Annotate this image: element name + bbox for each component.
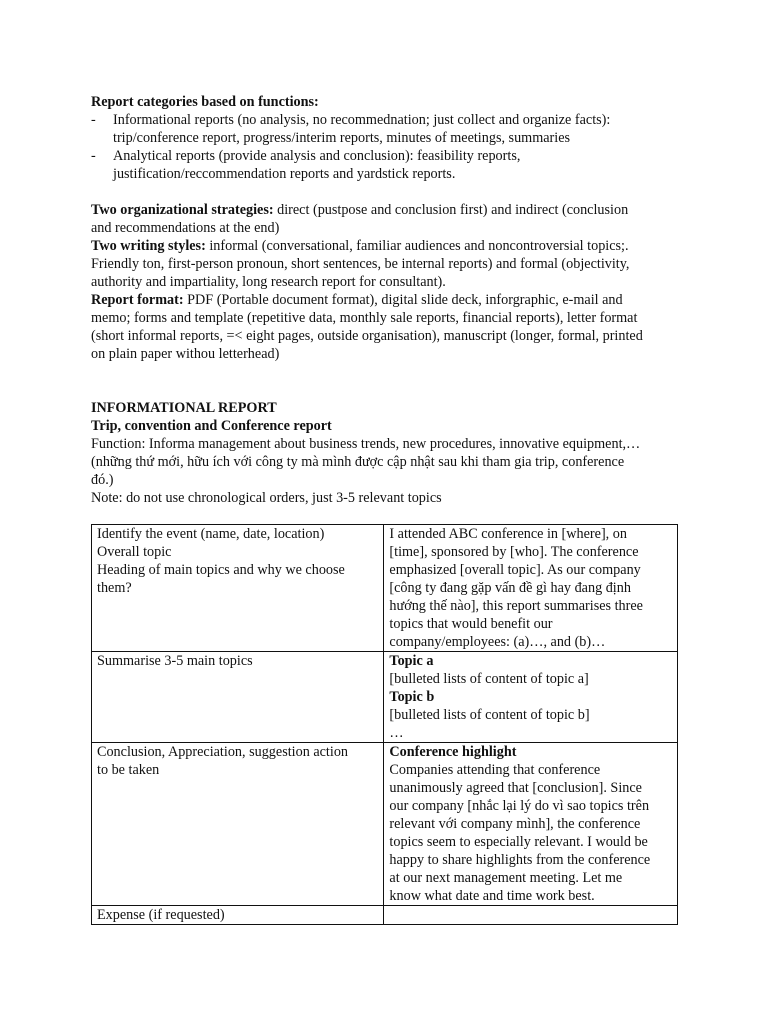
strategies-text: and recommendations at the end) [91, 220, 280, 236]
cell-line: Heading of main topics and why we choose [97, 562, 345, 578]
cell-line: happy to share highlights from the conference [389, 852, 651, 868]
topic-heading: Topic b [389, 689, 435, 705]
list-item [91, 147, 681, 183]
cell-line: relevant với company mình], the conference [389, 816, 641, 832]
table-row [92, 743, 678, 906]
table-cell-right [384, 525, 678, 652]
cell-line: Identify the event (name, date, location) [97, 526, 325, 542]
table-row [92, 652, 678, 743]
table-cell-right [384, 743, 678, 906]
format-text: PDF (Portable document format), digital slide deck, inforgraphic, e-mail and [183, 292, 623, 308]
table-cell-left [92, 652, 384, 743]
function-text: Function: Informa management about business trends, new procedures, innovative equipment,… [91, 436, 641, 452]
cell-line: to be taken [97, 762, 160, 778]
styles-text: Friendly ton, first-person pronoun, short sentences, be internal reports) and formal (objectivity, [91, 256, 630, 272]
format-paragraph [91, 291, 681, 309]
cell-line: Expense (if requested) [97, 907, 225, 923]
list-item-line: - Informational reports (no analysis, no recommednation; just collect and organize facts): [113, 112, 611, 128]
section-title: INFORMATIONAL REPORT [91, 400, 277, 416]
cell-line: … [389, 725, 404, 741]
note-text: Note: do not use chronological orders, just 3-5 relevant topics [91, 490, 442, 506]
cell-line: Summarise 3-5 main topics [97, 653, 253, 669]
cell-line: at our next management meeting. Let me [389, 870, 623, 886]
cell-line: Conclusion, Appreciation, suggestion action [97, 744, 349, 760]
table-cell-left [92, 525, 384, 652]
table-row [92, 525, 678, 652]
section-subtitle: Trip, convention and Conference report [91, 418, 332, 434]
document-body [91, 93, 681, 507]
table-cell-left [92, 906, 384, 925]
cell-line: our company [nhắc lại lý do vì sao topics trên [389, 798, 650, 814]
styles-label: Two writing styles: [91, 238, 206, 254]
list-item [91, 111, 681, 147]
styles-paragraph [91, 237, 681, 255]
format-text: memo; forms and template (repetitive data, monthly sale reports, financial reports), letter format [91, 310, 638, 326]
styles-text: informal (conversational, familiar audiences and noncontroversial topics;. [205, 238, 629, 254]
cell-line: emphasized [overall topic]. As our company [389, 562, 641, 578]
cell-line: I attended ABC conference in [where], on [389, 526, 627, 542]
list-item-line: - Analytical reports (provide analysis and conclusion): feasibility reports, [113, 148, 521, 164]
cell-line: unanimously agreed that [conclusion]. Since [389, 780, 642, 796]
table-row [92, 906, 678, 925]
cell-line: Overall topic [97, 544, 172, 560]
table-cell-left [92, 743, 384, 906]
highlight-heading: Conference highlight [389, 744, 517, 760]
format-text: on plain paper withou letterhead) [91, 346, 280, 362]
cell-line: [time], sponsored by [who]. The conference [389, 544, 639, 560]
format-text: (short informal reports, =< eight pages, outside organisation), manuscript (longer, formal, printed [91, 328, 643, 344]
strategies-label: Two organizational strategies: [91, 202, 274, 218]
report-template-table [91, 524, 678, 925]
cell-line: [công ty đang gặp vấn đề gì hay đang định [389, 580, 631, 596]
cell-line: [bulleted lists of content of topic b] [389, 707, 590, 723]
categories-heading: Report categories based on functions: [91, 94, 319, 110]
strategies-paragraph [91, 201, 681, 219]
list-item-line: justification/reccommendation reports and yardstick reports. [113, 166, 456, 182]
table-cell-right [384, 652, 678, 743]
cell-line: company/employees: (a)…, and (b)… [389, 634, 606, 650]
list-item-line: trip/conference report, progress/interim reports, minutes of meetings, summaries [113, 130, 571, 146]
cell-line: hướng thế nào], this report summarises three [389, 598, 643, 614]
cell-line: topics seem to especially relevant. I would be [389, 834, 648, 850]
function-text: đó.) [91, 472, 114, 488]
topic-heading: Topic a [389, 653, 434, 669]
styles-text: authority and impartiality, long research report for consultant). [91, 274, 446, 290]
cell-line: topics that would benefit our [389, 616, 553, 632]
cell-line: them? [97, 580, 132, 596]
function-text: (những thứ mới, hữu ích với công ty mà mình được cập nhật sau khi tham gia trip, conference [91, 454, 625, 470]
cell-line: [bulleted lists of content of topic a] [389, 671, 589, 687]
cell-line: Companies attending that conference [389, 762, 601, 778]
format-label: Report format: [91, 292, 184, 308]
strategies-text: direct (pustpose and conclusion first) and indirect (conclusion [273, 202, 629, 218]
categories-list [91, 111, 681, 183]
cell-line: know what date and time work best. [389, 888, 595, 904]
table-cell-right-empty [384, 906, 678, 925]
